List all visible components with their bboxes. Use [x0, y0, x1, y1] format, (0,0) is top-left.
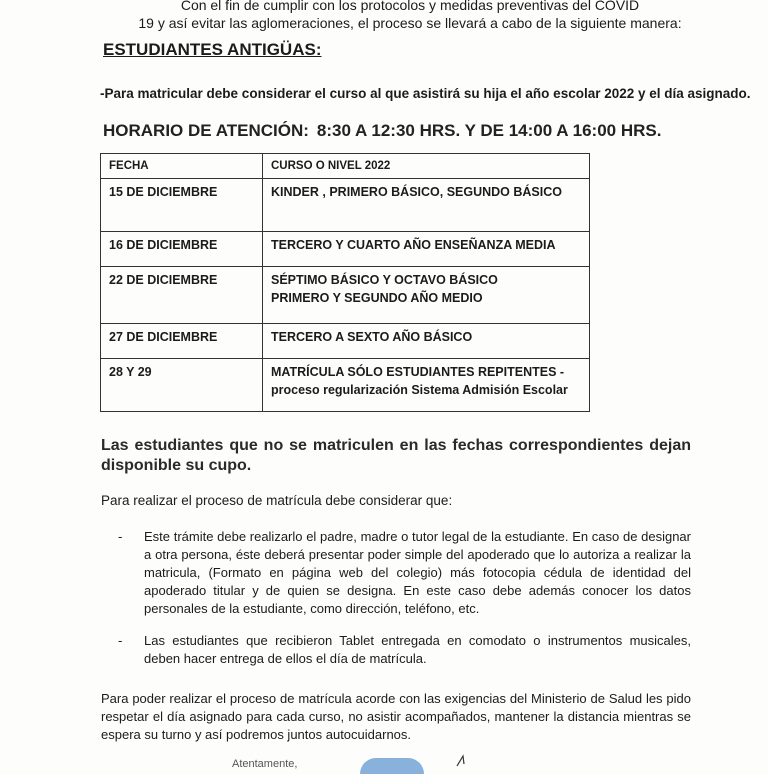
row-date: 28 Y 29	[101, 359, 263, 412]
school-stamp	[360, 758, 424, 774]
row-course	[263, 232, 590, 267]
enrollment-schedule-table	[100, 153, 590, 412]
course-line: proceso regularización Sistema Admisión Escolar	[271, 383, 568, 397]
table-row	[101, 232, 590, 267]
table-row	[101, 359, 590, 412]
course-line: PRIMERO Y SEGUNDO AÑO MEDIO	[271, 291, 483, 305]
intro-line-2: 19 y así evitar las aglomeraciones, el proceso se llevará a cabo de la siguiente manera:	[138, 15, 682, 31]
row-date: 27 DE DICIEMBRE	[101, 324, 263, 359]
row-course	[263, 324, 590, 359]
column-header-course: CURSO O NIVEL 2022	[263, 154, 590, 179]
list-item	[118, 528, 691, 618]
row-course	[263, 267, 590, 324]
course-line: SÉPTIMO BÁSICO Y OCTAVO BÁSICO	[271, 273, 498, 287]
table-row	[101, 179, 590, 232]
table-row	[101, 324, 590, 359]
list-item	[118, 632, 691, 668]
intro-line-1: Con el fin de cumplir con los protocolos y medidas preventivas del COVID	[180, 0, 640, 13]
bullet-dash: -	[118, 529, 123, 544]
intro-paragraph	[100, 0, 720, 32]
course-line: MATRÍCULA SÓLO ESTUDIANTES REPITENTES -	[271, 365, 565, 379]
course-line: TERCERO Y CUARTO AÑO ENSEÑANZA MEDIA	[271, 238, 556, 252]
row-course	[263, 179, 590, 232]
requirements-list	[118, 528, 691, 682]
table-header-row	[101, 154, 590, 179]
requirements-intro: Para realizar el proceso de matrícula debe considerar que:	[101, 493, 453, 508]
table-row	[101, 267, 590, 324]
section-heading: ESTUDIANTES ANTIGÜAS:	[103, 40, 322, 59]
column-header-date: FECHA	[101, 154, 263, 179]
sign-off: Atentamente,	[232, 758, 298, 770]
bullet-dash: -	[118, 633, 123, 648]
office-hours-value: 8:30 A 12:30 HRS. Y DE 14:00 A 16:00 HRS.	[316, 121, 662, 140]
closing-paragraph: Para poder realizar el proceso de matrícula acorde con las exigencias del Ministerio de Salud les pido respetar el día asignado para cada curso, no asistir acompañados, mantener la distancia mientras se espera su turno y así podremos juntos autocuidarnos.	[101, 691, 691, 742]
course-line: TERCERO A SEXTO AÑO BÁSICO	[271, 330, 473, 344]
enrollment-notice: Las estudiantes que no se matriculen en las fechas correspondientes dejan disponible su cupo.	[101, 437, 691, 474]
course-line: KINDER , PRIMERO BÁSICO, SEGUNDO BÁSICO	[271, 185, 562, 199]
office-hours-label: HORARIO DE ATENCIÓN:	[103, 121, 309, 140]
signature-mark	[455, 754, 469, 768]
bullet-text: Este trámite debe realizarlo el padre, madre o tutor legal de la estudiante. En caso de designar a otra persona, éste deberá presentar poder simple del apoderado que lo autoriza a realizar la matricula, (Formato en página web del colegio) más fotocopia cédula de identidad del apoderado titular y de quien se designa. En este caso debe además conocer los datos personales de la estudiante, como dirección, teléfono, etc.	[144, 529, 691, 616]
row-date: 16 DE DICIEMBRE	[101, 232, 263, 267]
row-date: 15 DE DICIEMBRE	[101, 179, 263, 232]
office-hours	[103, 121, 661, 141]
bullet-text: Las estudiantes que recibieron Tablet entregada en comodato o instrumentos musicales, deben hacer entrega de ellos el día de matrícula.	[144, 633, 691, 666]
instruction-text: -Para matricular debe considerar el curso al que asistirá su hija el año escolar 2022 y el día asignado.	[100, 86, 751, 101]
row-course	[263, 359, 590, 412]
row-date: 22 DE DICIEMBRE	[101, 267, 263, 324]
